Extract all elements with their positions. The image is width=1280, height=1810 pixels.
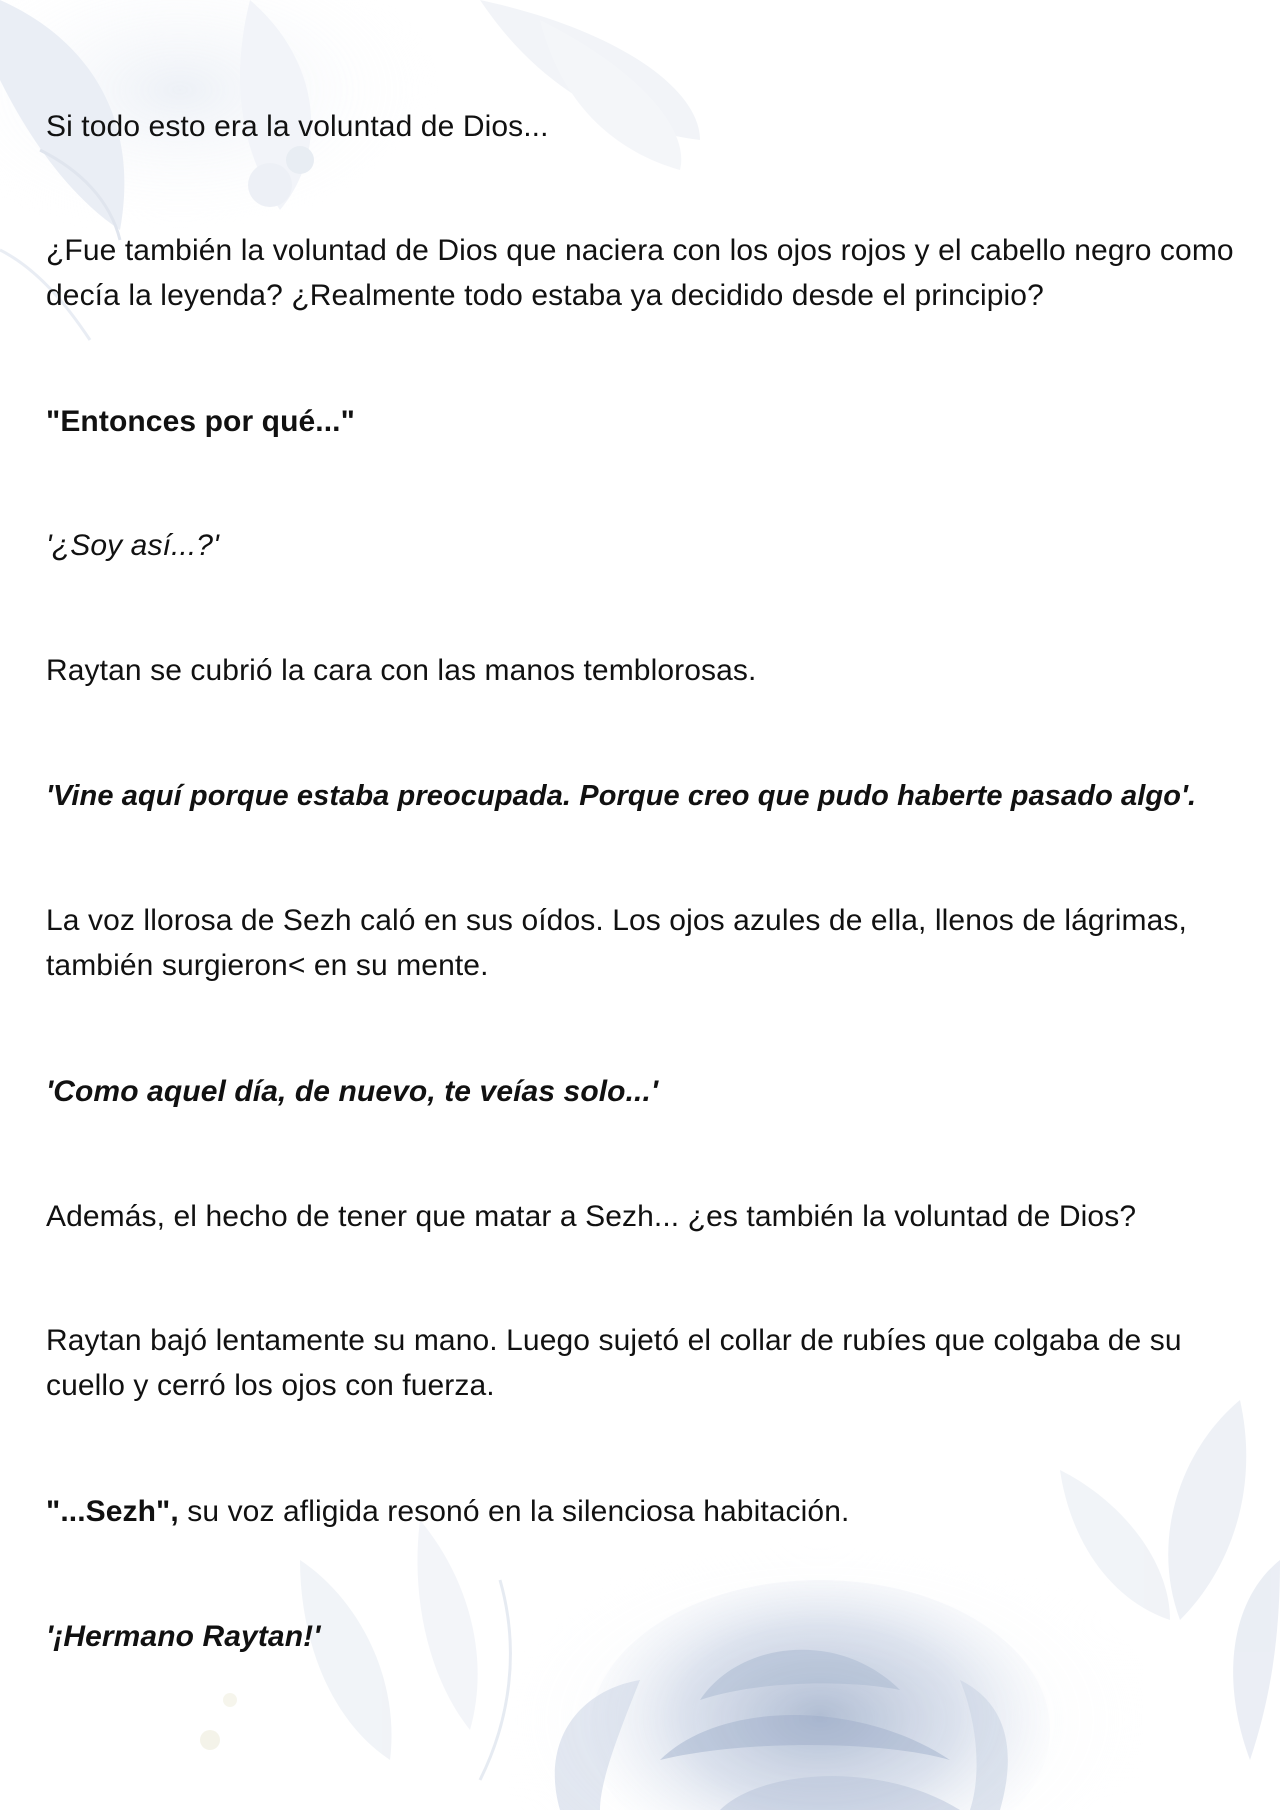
paragraph-8: 'Como aquel día, de nuevo, te veías solo...' xyxy=(46,1075,659,1108)
paragraph-3: "Entonces por qué..." xyxy=(46,405,355,438)
paragraph-6: 'Vine aquí porque estaba preocupada. Porque creo que pudo haberte pasado algo'. xyxy=(46,780,1197,812)
paragraph-1: Si todo esto era la voluntad de Dios... xyxy=(46,110,549,143)
paragraph-7: La voz llorosa de Sezh caló en sus oídos. Los ojos azules de ella, llenos de lágrimas, también surgieron< en su mente. xyxy=(46,904,1187,982)
paragraph-9: Además, el hecho de tener que matar a Sezh... ¿es también la voluntad de Dios? xyxy=(46,1200,1137,1233)
paragraph-2: ¿Fue también la voluntad de Dios que naciera con los ojos rojos y el cabello negro como decía la leyenda? ¿Realmente todo estaba ya decidido desde el principio? xyxy=(46,234,1234,312)
paragraph-11-rest: su voz afligida resonó en la silenciosa habitación. xyxy=(178,1495,850,1528)
paragraph-5: Raytan se cubrió la cara con las manos temblorosas. xyxy=(46,654,757,687)
paragraph-12: '¡Hermano Raytan!' xyxy=(46,1620,321,1653)
paragraph-11 xyxy=(46,1489,1236,1534)
paragraph-4: '¿Soy así...?' xyxy=(46,529,219,562)
paragraph-10: Raytan bajó lentamente su mano. Luego sujetó el collar de rubíes que colgaba de su cuello y cerró los ojos con fuerza. xyxy=(46,1324,1182,1402)
paragraph-11-bold: "...Sezh", xyxy=(46,1495,179,1528)
